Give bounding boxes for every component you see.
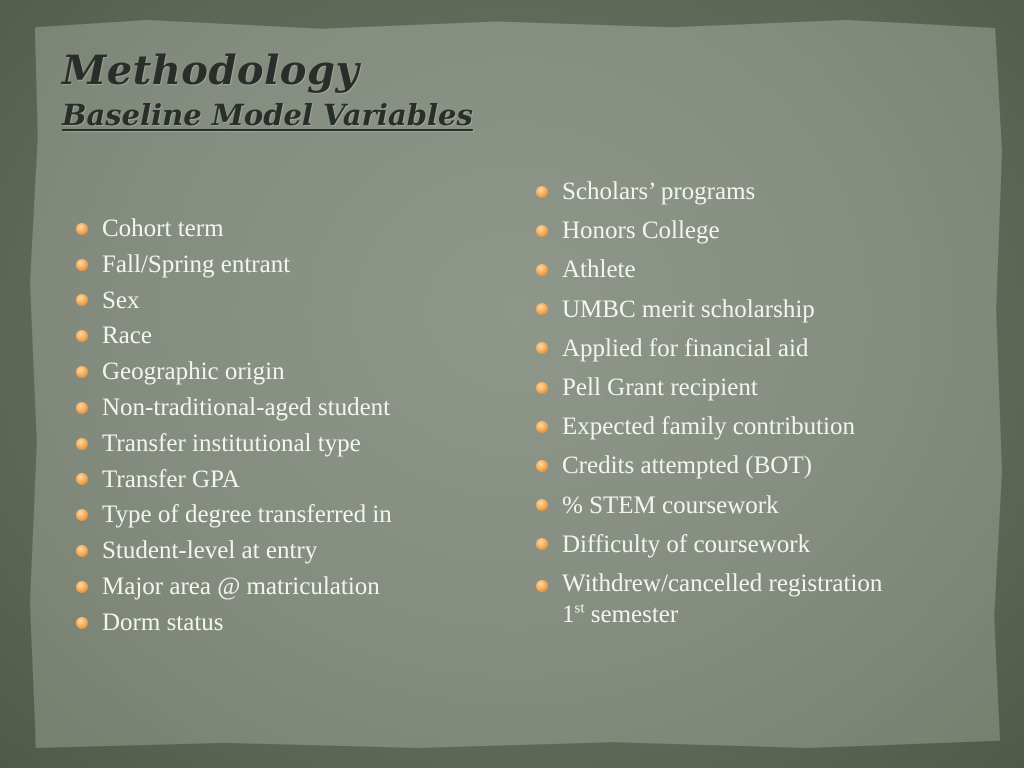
list-item	[532, 329, 992, 368]
list-item	[532, 486, 992, 525]
bullet-icon	[536, 538, 548, 550]
list-item	[72, 462, 392, 498]
list-item	[72, 497, 392, 533]
list-item	[72, 247, 392, 283]
list-item-text: Pell Grant recipient	[562, 374, 758, 402]
list-item	[532, 250, 992, 289]
bullet-icon	[76, 509, 88, 521]
list-item	[532, 172, 992, 211]
list-item	[72, 390, 392, 426]
bullet-icon	[536, 264, 548, 276]
bullet-icon	[76, 259, 88, 271]
bullet-icon	[76, 294, 88, 306]
list-item-text: Student-level at entry	[102, 537, 318, 565]
list-item-text: UMBC merit scholarship	[562, 295, 815, 323]
list-item-text-line1: Withdrew/cancelled registration	[562, 570, 883, 598]
slide-subtitle: Baseline Model Variables	[62, 98, 473, 132]
bullet-icon	[536, 499, 548, 511]
list-item	[532, 446, 992, 485]
list-item-text: Race	[102, 322, 152, 350]
bullet-icon	[76, 438, 88, 450]
ordinal-suffix: st	[574, 600, 585, 617]
bullet-icon	[536, 303, 548, 315]
list-item	[532, 407, 992, 446]
list-item-text: Major area @ matriculation	[102, 572, 380, 600]
list-item-text: Dorm status	[102, 608, 224, 636]
title-block	[62, 46, 473, 134]
list-item	[72, 318, 392, 354]
list-item	[72, 605, 392, 641]
list-item-text: Cohort term	[102, 215, 224, 242]
list-item	[532, 290, 992, 329]
bullet-icon	[536, 225, 548, 237]
list-item-text: Athlete	[562, 256, 636, 284]
bullet-icon	[536, 460, 548, 472]
list-item-text: Applied for financial aid	[562, 334, 809, 362]
bullet-icon	[76, 330, 88, 342]
list-item	[72, 569, 392, 605]
bullet-icon	[76, 223, 88, 235]
bullet-icon	[536, 421, 548, 433]
bullet-icon	[536, 342, 548, 354]
list-item	[532, 368, 992, 407]
list-item	[532, 525, 992, 564]
list-item-text: Scholars’ programs	[562, 178, 756, 205]
list-item-text: Non-traditional-aged student	[102, 393, 391, 421]
list-item-text: Transfer institutional type	[102, 429, 361, 457]
list-item-text: Sex	[102, 286, 140, 314]
list-item-text: Honors College	[562, 217, 720, 245]
list-item-text: % STEM coursework	[562, 491, 779, 519]
bullet-icon	[76, 617, 88, 629]
bullet-icon	[536, 382, 548, 394]
list-item-text-line2: semester	[584, 601, 679, 629]
list-item	[532, 211, 992, 250]
left-bullet-list	[72, 211, 392, 641]
list-item	[72, 211, 392, 247]
list-item	[532, 564, 992, 630]
list-item-text: Type of degree transferred in	[102, 501, 392, 529]
list-item-text: Difficulty of coursework	[562, 530, 811, 558]
right-bullet-list	[532, 172, 992, 630]
list-item-text: Credits attempted (BOT)	[562, 452, 812, 480]
list-item-text: Expected family contribution	[562, 413, 855, 441]
list-item-text: Geographic origin	[102, 358, 285, 386]
bullet-icon	[76, 473, 88, 485]
bullet-icon	[536, 580, 548, 592]
list-item-text: Transfer GPA	[102, 465, 240, 493]
bullet-icon	[76, 545, 88, 557]
list-item	[72, 426, 392, 462]
list-item	[72, 533, 392, 569]
ordinal-number: 1	[562, 601, 575, 629]
slide-title: Methodology	[62, 47, 360, 94]
list-item	[72, 354, 392, 390]
list-item	[72, 283, 392, 319]
bullet-icon	[76, 581, 88, 593]
bullet-icon	[76, 402, 88, 414]
bullet-icon	[536, 186, 548, 198]
list-item-text: Fall/Spring entrant	[102, 250, 291, 278]
bullet-icon	[76, 366, 88, 378]
